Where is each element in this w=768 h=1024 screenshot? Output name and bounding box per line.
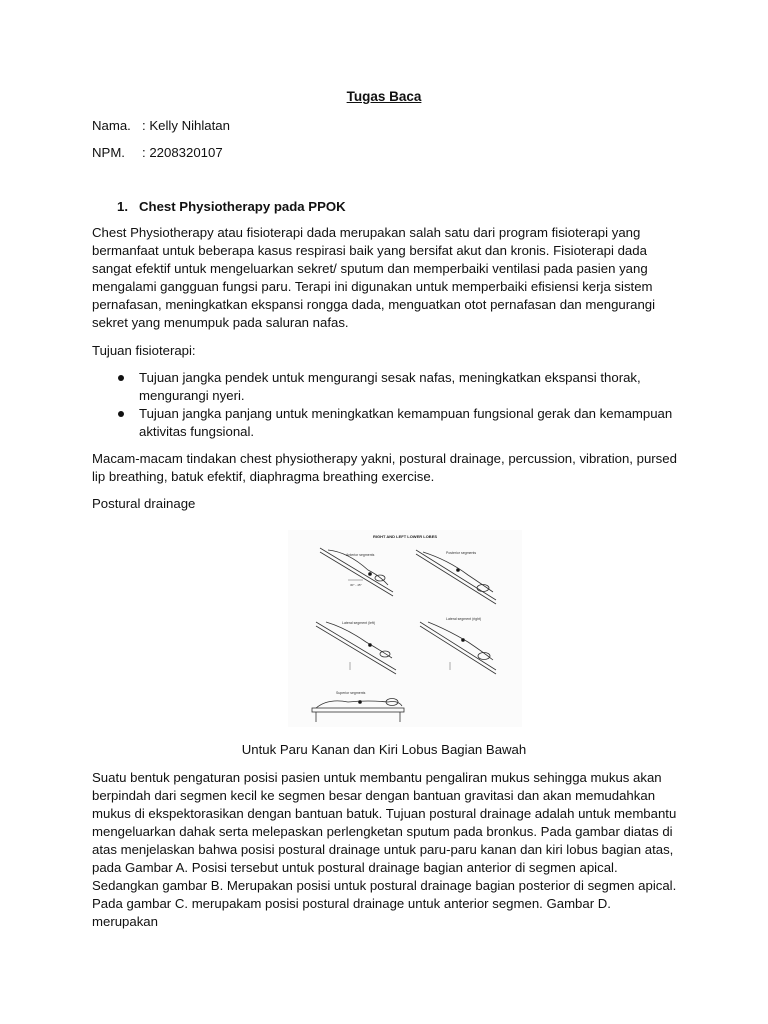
position-lateral-right — [420, 622, 496, 674]
goal-item: Tujuan jangka panjang untuk meningkatkan kemampuan fungsional gerak dan kemampuan aktivitas fungsional. — [118, 405, 673, 441]
npm-label: NPM. — [92, 145, 125, 160]
name-value: : Kelly Nihlatan — [142, 118, 230, 133]
paragraph-intro: Chest Physiotherapy atau fisioterapi dada merupakan salah satu dari program fisioterapi yang bermanfaat untuk beberapa kasus respirasi baik yang bersifat akut dan kronis. Fisioterapi dada sangat efektif untuk mengeluarkan sekret/ sputum dan memperbaiki ventilasi pada pasien yang mengalami gangguan fungsi paru. Terapi ini digunakan untuk memperbaiki efisiensi kerja sistem pernafasan, meningkatkan ekspansi rongga dada, menguatkan otot pernafasan dan mengurangi sekret yang menumpuk pada saluran nafas. — [92, 225, 656, 330]
name-line — [92, 117, 230, 135]
npm-line — [92, 144, 223, 162]
goal-item: Tujuan jangka pendek untuk mengurangi sesak nafas, meningkatkan ekspansi thorak, mengurangi nyeri. — [118, 369, 673, 405]
paragraph-explanation: Suatu bentuk pengaturan posisi pasien untuk membantu pengaliran mukus sehingga mukus akan berpindah dari segmen kecil ke segmen besar dengan bantuan gravitasi dan akan memudahkan mukus di ekspektorasikan dengan bantuan batuk. Tujuan postural drainage adalah untuk membantu mengeluarkan dahak serta melepaskan perlengketan sputum pada bronkus. Pada gambar diatas di atas menjelaskan bahwa posisi postural drainage untuk paru-paru kanan dan kiri lobus bagian atas, pada Gambar A. Posisi tersebut untuk postural drainage bagian anterior di segmen apical. Sedangkan gambar B. Merupakan posisi untuk postural drainage bagian posterior di segmen apical. Pada gambar C. merupakam posisi postural drainage untuk anterior segmen. Gambar D. merupakan — [92, 770, 677, 929]
label-posterior: Posterior segments — [446, 551, 477, 555]
angle-label: 30° - 45° — [350, 583, 362, 587]
name-label: Nama. — [92, 118, 131, 133]
section-title: Chest Physiotherapy pada PPOK — [139, 199, 346, 214]
document-title: Tugas Baca — [346, 89, 422, 104]
figure-caption: Untuk Paru Kanan dan Kiri Lobus Bagian Bawah — [241, 742, 527, 757]
postural-drainage-figure — [288, 530, 522, 727]
goals-list — [118, 369, 673, 441]
label-lateral-left: Lateral segment (left) — [342, 621, 376, 625]
label-superior: Superior segments — [336, 691, 366, 695]
section-heading — [117, 198, 346, 216]
figure-header: RIGHT AND LEFT LOWER LOBES — [372, 534, 438, 539]
goals-label: Tujuan fisioterapi: — [92, 343, 196, 358]
label-lateral-right: Lateral segment (right) — [446, 617, 482, 621]
label-anterior: Anterior segments — [346, 553, 375, 557]
position-superior — [312, 699, 404, 723]
subheading-postural-drainage: Postural drainage — [92, 496, 196, 511]
postural-drainage-illustration — [288, 530, 522, 727]
position-lateral-left — [316, 622, 396, 674]
section-number: 1. — [117, 199, 128, 214]
npm-value: : 2208320107 — [142, 145, 223, 160]
paragraph-techniques: Macam-macam tindakan chest physiotherapy yakni, postural drainage, percussion, vibration, pursed lip breathing, batuk efektif, diaphragma breathing exercise. — [92, 451, 677, 484]
position-posterior — [416, 550, 496, 604]
